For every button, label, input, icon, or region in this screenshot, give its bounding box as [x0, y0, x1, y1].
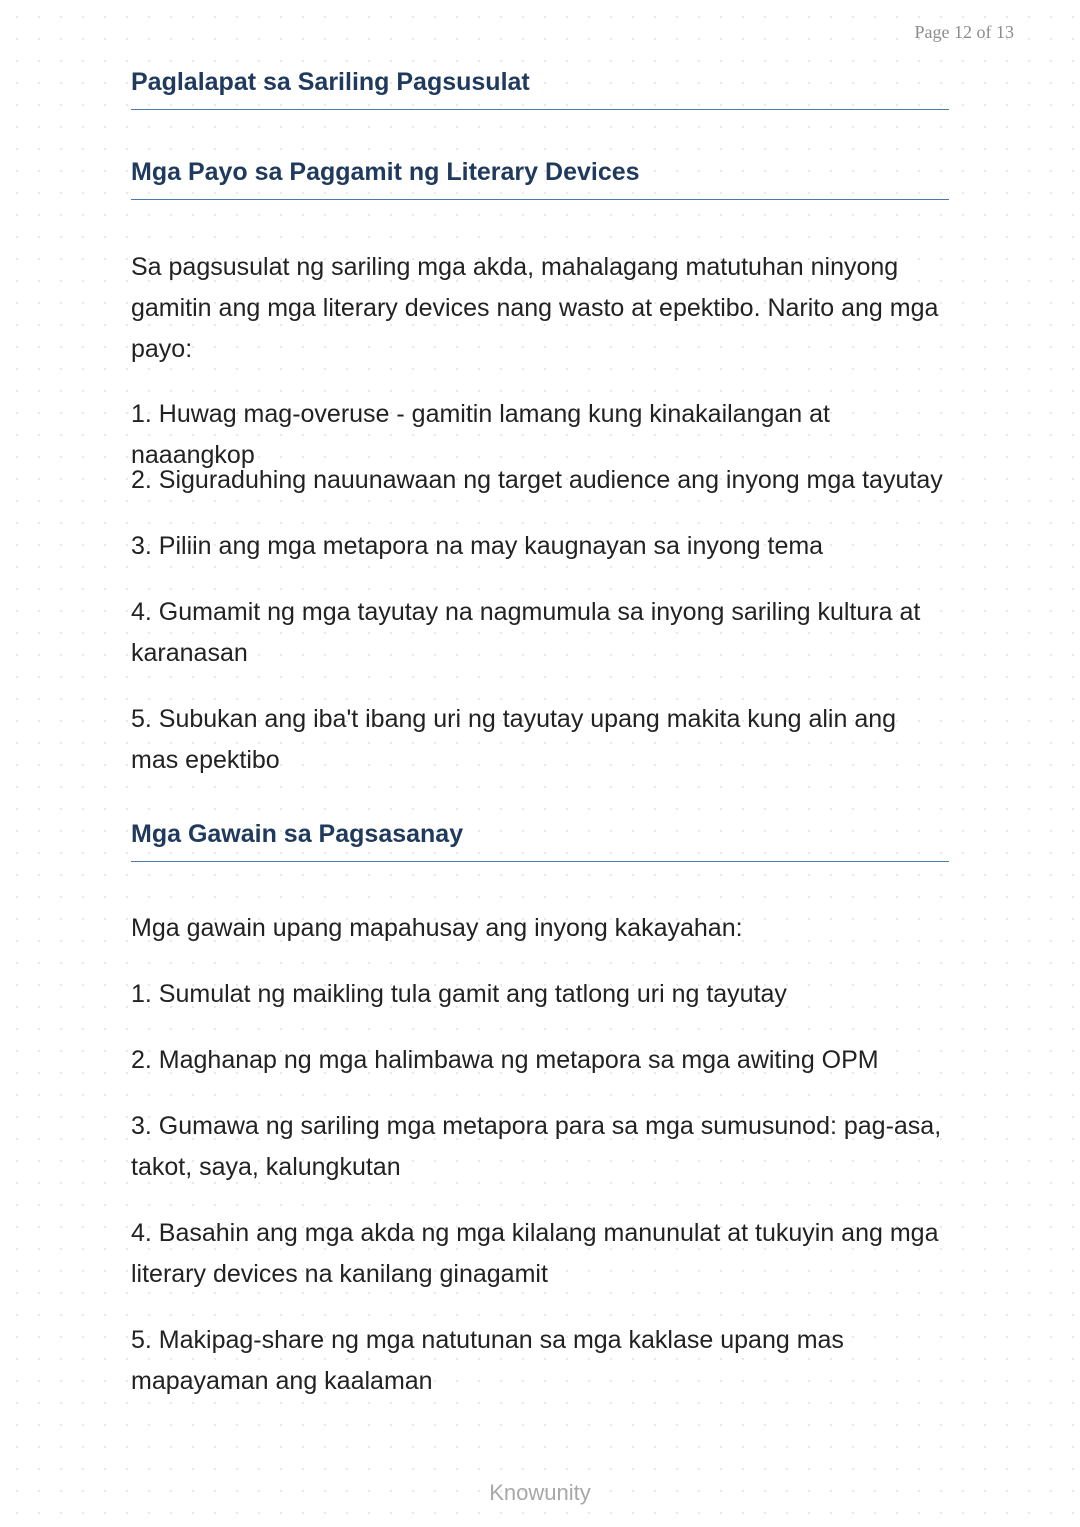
tips-heading: Mga Payo sa Paggamit ng Literary Devices	[131, 158, 949, 200]
tip-item: 1. Huwag mag-overuse - gamitin lamang kung kinakailangan at naaangkop	[131, 400, 830, 469]
exercises-heading: Mga Gawain sa Pagsasanay	[131, 820, 949, 862]
tip-item: 2. Siguraduhing nauunawaan ng target audience ang inyong mga tayutay	[131, 466, 943, 494]
footer-brand: Knowunity	[489, 1480, 591, 1505]
tips-intro: Sa pagsusulat ng sariling mga akda, mahalagang matutuhan ninyong gamitin ang mga literary devices nang wasto at epektibo. Narito ang mga payo:	[131, 253, 939, 363]
tip-item: 5. Subukan ang iba't ibang uri ng tayutay upang makita kung alin ang mas epektibo	[131, 705, 897, 774]
page-number: Page 12 of 13	[914, 22, 1014, 42]
exercise-item: 4. Basahin ang mga akda ng mga kilalang manunulat at tukuyin ang mga literary devices na kanilang ginagamit	[131, 1219, 939, 1288]
tip-item: 3. Piliin ang mga metapora na may kaugnayan sa inyong tema	[131, 532, 824, 560]
tip-item: 4. Gumamit ng mga tayutay na nagmumula sa inyong sariling kultura at karanasan	[131, 598, 921, 667]
exercise-item: 5. Makipag-share ng mga natutunan sa mga kaklase upang mas mapayaman ang kaalaman	[131, 1326, 844, 1395]
section-title: Paglalapat sa Sariling Pagsusulat	[131, 68, 949, 110]
exercise-item: 3. Gumawa ng sariling mga metapora para sa mga sumusunod: pag-asa, takot, saya, kalungkutan	[131, 1112, 942, 1181]
exercises-intro: Mga gawain upang mapahusay ang inyong kakayahan:	[131, 914, 743, 942]
exercise-item: 1. Sumulat ng maikling tula gamit ang tatlong uri ng tayutay	[131, 980, 787, 1008]
exercise-item: 2. Maghanap ng mga halimbawa ng metapora sa mga awiting OPM	[131, 1046, 879, 1074]
